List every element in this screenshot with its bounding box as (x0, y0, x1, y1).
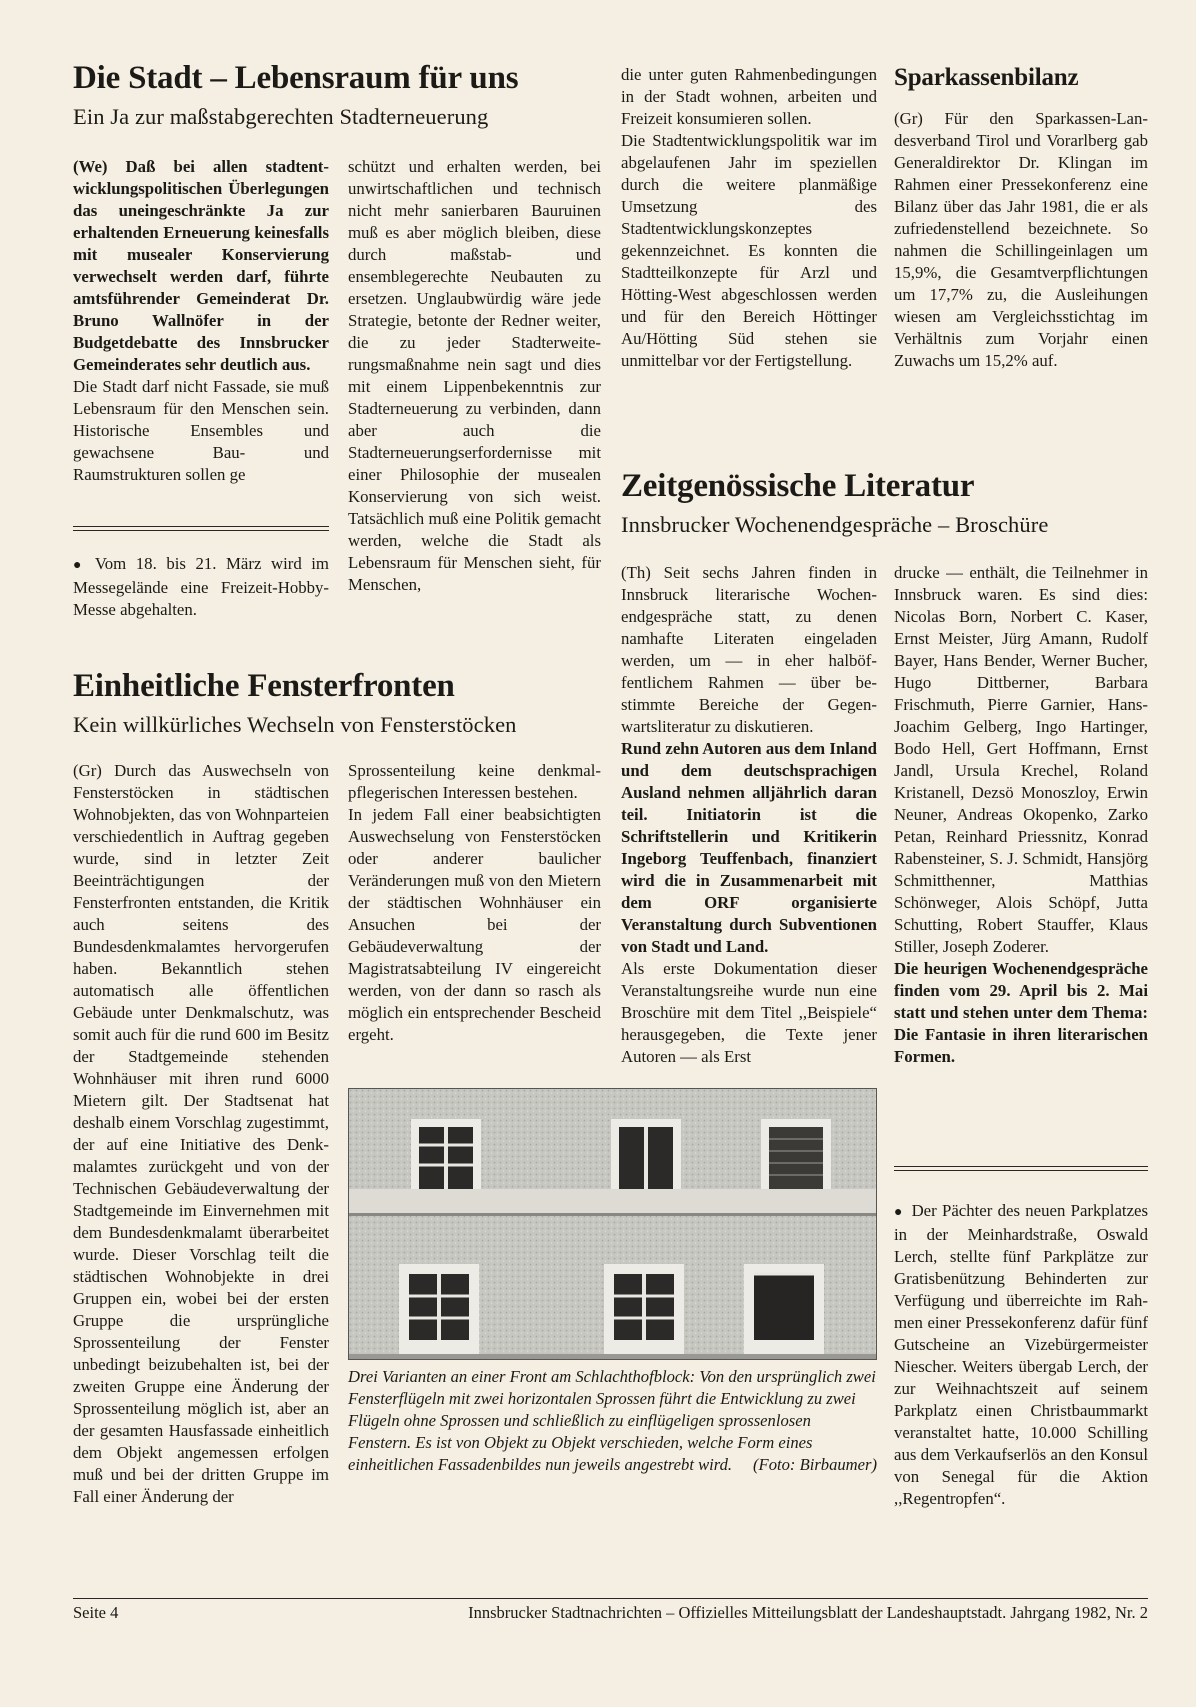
body-paragraph: In jedem Fall einer beabsichtigten Auswechselung von Fensterstöcken oder anderer baulicher Veränderungen muß von den Mietern der städtischen Wohnhäuser ein Ansuchen bei der Gebäudeverwaltung der Magistratsabteilung IV eingereicht werden, von der dann so rasch als möglich ein entsprechender Bescheid ergeht. (348, 805, 601, 1044)
footer-rule (73, 1598, 1148, 1599)
body-paragraph: Die Stadt darf nicht Fassade, sie muß Lebensraum für den Menschen sein. Historische Ensembles und gewachsene Bau- und Raumstrukturen sollen ge (73, 377, 329, 484)
body-paragraph: (Th) Seit sechs Jahren finden in Innsbruck literarische Wochenendgespräche statt, zu denen namhafte Literaten eingeladen werden, um — in eher halböffentlichem Rahmen — über bestimmte Bereiche der Gegenwartsliteratur zu diskutieren. (621, 563, 877, 736)
bold-paragraph: Rund zehn Autoren aus dem Inland und dem deutschsprachigen Ausland nehmen alljährlich daran teil. Initiatorin ist die Schriftstellerin und Kritikerin Ingeborg Teuffenbach, finanziert wird die in Zusammenarbeit mit dem ORF organisierte Veranstaltung durch Subventionen von Stadt und Land. (621, 739, 877, 956)
window-upper-2 (611, 1119, 681, 1189)
caption-text: Drei Varianten an einer Front am Schlachthofblock: Von den ursprünglich zwei Fensterflügeln mit zwei horizontalen Sprossen führt die Entwicklung zu zwei Flügeln ohne Sprossen und schließlich zu einflügeligen sprossenlosen Fenstern. Es ist von Objekt zu Objekt verschieden, welche Form eines einheitlichen Fassadenbildes nun jeweils angestrebt wird. (348, 1367, 876, 1474)
notice-text: ● Vom 18. bis 21. März wird im Messegelände eine Freizeit-Hobby-Messe abgehalten. (73, 553, 329, 621)
window-lower-1 (399, 1264, 479, 1354)
article-die-stadt-col1 (73, 156, 329, 486)
article-literatur-col2 (894, 562, 1148, 1068)
body-paragraph: Sprossenteilung keine denkmalpflegerischen Interessen bestehen. (348, 761, 601, 802)
column-separator (73, 526, 329, 531)
bold-paragraph: Die heurigen Wochenendgespräche finden vom 29. April bis 2. Mai statt und stehen unter dem Thema: Die Fantasie in ihren literarischen Formen. (894, 959, 1148, 1066)
headline-fensterfronten: Einheitliche Fensterfronten (73, 668, 455, 704)
column-separator (894, 1166, 1148, 1171)
photo-caption (348, 1366, 877, 1476)
article-die-stadt-col3 (621, 64, 877, 372)
headline-literatur: Zeitgenössische Literatur (621, 468, 975, 504)
facade-photo (348, 1088, 877, 1360)
facade-illustration (349, 1089, 877, 1360)
body-paragraph: (Gr) Durch das Auswechseln von Fensterstöcken in städtischen Wohnobjekten, das von Wohnparteien verschiedentlich in Auftrag gegeben wurde, sind in letzter Zeit Beeinträchtigungen der Fensterfronten entstanden, die Kritik auch seitens des Bundesdenkmalamtes hervorgerufen haben. Bekanntlich stehen automatisch alle öffentlichen Gebäude unter Denkmalschutz, was somit auch für die rund 600 im Besitz der Stadtgemeinde stehenden Wohnhäuser mit ihren rund 6000 Mietern gilt. Der Stadtsenat hat deshalb einem Vorschlag zugestimmt, der auf eine Initiative des Denkmalamtes zurückgeht und von der Technischen Gebäudeverwaltung der Stadtgemeinde im Einvernehmen mit dem Bundesdenkmalamt überarbeitet wurde. Dieser Vorschlag teilt die städtischen Wohnobjekte in drei Gruppen ein, wobei bei der ersten Gruppe die ursprüngliche Sprossenteilung der Fenster unbedingt beizubehalten ist, bei der zweiten Gruppe eine Änderung der Sprossenteilung möglich ist, aber an der gesamten Hausfassade einheitlich dem Objekt angemessen erfolgen muß und bei der dritten Gruppe im Fall einer Änderung der (73, 761, 329, 1506)
article-fensterfronten-col1 (73, 760, 329, 1508)
body-paragraph: drucke — enthält, die Teilnehmer in Innsbruck waren. Es sind dies: Nicolas Born, Norbert C. Kaser, Ernst Meister, Jürg Amann, Rudolf Bayer, Hans Bender, Werner Bucher, Hugo Dittberner, Barbara Frischmuth, Pierre Garnier, Hans-Joachim Gelberg, Ingo Hartinger, Bodo Hell, Gert Hoffmann, Ernst Jandl, Ursula Krechel, Roland Kristanell, Dezsö Monoszloy, Erwin Neuner, Andreas Okopenko, Zarko Petan, Reinhard Priessnitz, Konrad Rabensteiner, S. J. Schmidt, Hansjörg Schmitthenner, Matthias Schönweger, Alois Schöpf, Jutta Schutting, Robert Stauffer, Klaus Stiller, Joseph Zoderer. (894, 563, 1148, 956)
article-die-stadt-col2 (348, 156, 601, 596)
notice-parkplatz (894, 1200, 1148, 1510)
page-number: Seite 4 (73, 1603, 119, 1622)
window-lower-3 (744, 1264, 824, 1354)
lead-paragraph: (We) Daß bei allen stadtentwicklungspolitischen Überlegungen das uneingeschränkte Ja zur erhaltenden Erneuerung keinesfalls mit musealer Konservierung verwechselt werden darf, führte amtsführender Gemeinderat Dr. Bruno Wallnöfer in der Budgetdebatte des Innsbrucker Gemeinderates sehr deutlich aus. (73, 157, 329, 374)
notice-hobby-messe (73, 553, 329, 621)
article-literatur-col1 (621, 562, 877, 1068)
headline-sparkassenbilanz: Sparkassenbilanz (894, 64, 1079, 91)
subhead-literatur: Innsbrucker Wochenendgespräche – Broschüre (621, 512, 1049, 537)
photo-credit: (Foto: Birbaumer) (753, 1455, 877, 1474)
subhead-die-stadt: Ein Ja zur maßstabgerechten Stadterneuerung (73, 104, 489, 129)
body-paragraph: schützt und erhalten werden, bei unwirtschaftlichen und technisch nicht mehr sanierbaren Bauruinen muß es aber möglich bleiben, diese durch maßstab- und ensemblegerechte Neubauten zu ersetzen. Unglaubwürdig wäre jede Strategie, betonte der Redner weiter, die zu jeder Stadterweiterungsmaßnahme nein sagt und dies mit einem Lippenbekenntnis zur Stadterneuerung zu verbinden, dann aber auch die Stadterneuerungserfordernisse mit einer Philosophie der musealen Konservierung von sich weist. Tatsächlich muß eine Politik gemacht werden, welche die Stadt als Lebensraum für Menschen sieht, für Menschen, (348, 157, 601, 594)
body-paragraph: die unter guten Rahmenbedingungen in der Stadt wohnen, arbeiten und Freizeit konsumieren sollen. (621, 65, 877, 128)
subhead-fensterfronten: Kein willkürliches Wechseln von Fensterstöcken (73, 712, 517, 737)
publication-line: Innsbrucker Stadtnachrichten – Offizielles Mitteilungsblatt der Landeshauptstadt. Jahrgang 1982, Nr. 2 (468, 1603, 1148, 1622)
window-upper-1 (411, 1119, 481, 1189)
body-paragraph: Als erste Dokumentation dieser Veranstaltungsreihe wurde nun eine Broschüre mit dem Titel ,,Beispiele“ herausgegeben, die Texte jener Autoren — als Erst (621, 959, 877, 1066)
notice-text: ● Der Pächter des neuen Parkplatzes in der Meinhardstraße, Oswald Lerch, stellte fünf Parkplätze zur Gratisbenützung Behinderten zur Verfügung und überreichte im Rahmen einer Pressekonferenz dafür fünf Gutscheine an Vizebürgermeister Niescher. Weiters übergab Lerch, der zur Weihnachtszeit auf seinem Parkplatz einen Christbaummarkt veranstaltet hatte, 10.000 Schilling aus dem Verkaufserlös an den Konsul von Senegal für die Aktion ,,Regentropfen“. (894, 1200, 1148, 1510)
body-paragraph: Die Stadtentwicklungspolitik war im abgelaufenen Jahr im speziellen durch die weitere planmäßige Umsetzung des Stadtentwicklungskonzeptes gekennzeichnet. Es konnten die Stadtteilkonzepte für Arzl und Hötting-West abgeschlossen werden und für den Bereich Höttinger Au/Hötting Süd stehen sie unmittelbar vor der Fertigstellung. (621, 131, 877, 370)
article-fensterfronten-col2 (348, 760, 601, 1046)
window-lower-2 (604, 1264, 684, 1354)
window-upper-3 (761, 1119, 831, 1189)
headline-die-stadt: Die Stadt – Lebensraum für uns (73, 60, 519, 96)
body-paragraph: (Gr) Für den Sparkassen-Landesverband Tirol und Vorarlberg gab Generaldirektor Dr. Klingan im Rahmen einer Pressekonferenz eine Bilanz über das Jahr 1981, die er als zufriedenstellend bezeichnete. So nahmen die Schillingeinlagen um 15,9%, die Gesamtverpflichtungen um 17,7% zu, die Ausleihungen wiesen am Vergleichsstichtag im Verhältnis zum Vorjahr einen Zuwachs um 15,2% auf. (894, 109, 1148, 370)
article-sparkassenbilanz (894, 108, 1148, 372)
